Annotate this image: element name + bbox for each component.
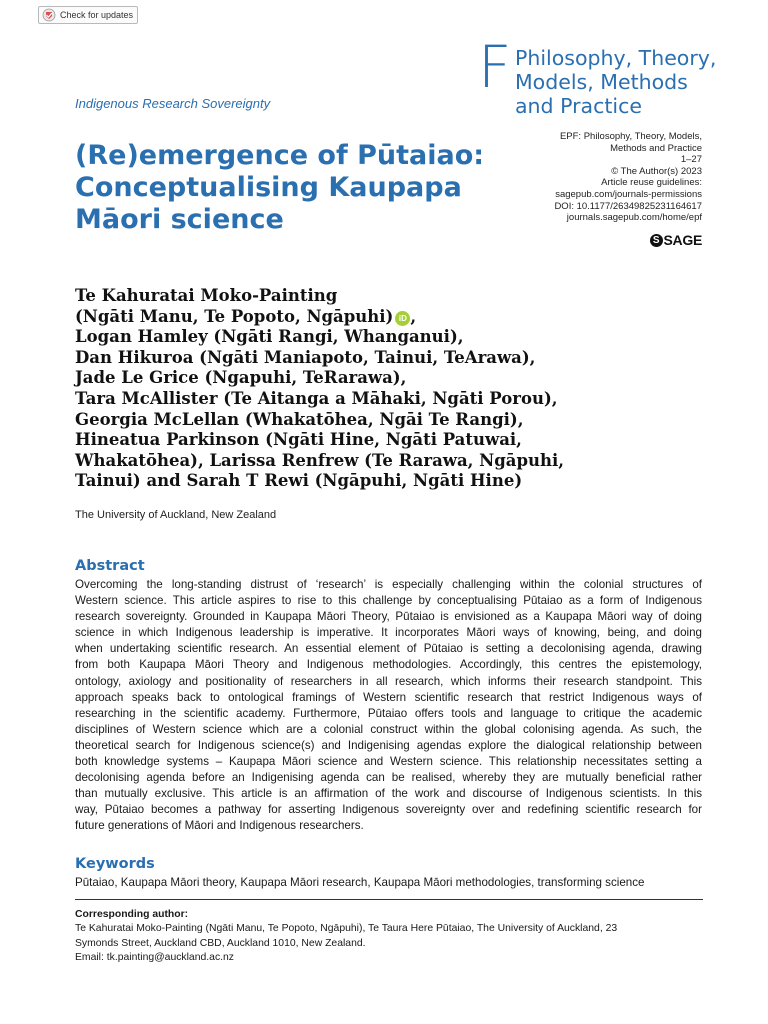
- journal-name-line: and Practice: [515, 94, 642, 118]
- author-line: Tainui) and Sarah T Rewi (Ngāpuhi, Ngāti Hine): [75, 471, 523, 491]
- meta-pages: 1–27: [680, 154, 702, 166]
- title-line: (Re)emergence of Pūtaiao:: [75, 140, 485, 171]
- meta-copyright: © The Author(s) 2023: [611, 165, 702, 177]
- section-label: Indigenous Research Sovereignty: [75, 96, 271, 111]
- corresponding-author: [75, 908, 703, 966]
- author-line: Jade Le Grice (Ngapuhi, TeRarawa),: [75, 368, 407, 388]
- check-updates-label: Check for updates: [60, 10, 134, 20]
- abstract-line: future generations of Māori and Indigenous researchers.: [75, 819, 364, 833]
- title-line: Māori science: [75, 204, 284, 235]
- abstract-line: way, Pūtaiao becomes a pathway for asserting Indigenous sovereignty over and redefining scientific research for: [75, 803, 702, 817]
- journal-name-line: Philosophy, Theory,: [515, 46, 717, 70]
- abstract-heading: Abstract: [75, 558, 145, 574]
- abstract-line: when undertaking scientific research. An essential element of Pūtaiao is setting a decolonising agenda, drawing: [75, 642, 702, 656]
- author-line: (Ngāti Manu, Te Popoto, Ngāpuhi): [75, 306, 394, 326]
- author-line: Whakatōhea), Larissa Renfrew (Te Rarawa, Ngāpuhi,: [75, 450, 564, 470]
- affiliation: The University of Auckland, New Zealand: [75, 509, 277, 521]
- journal-name: [515, 46, 715, 118]
- abstract-line: theoretical search for Indigenous science(s) and Indigenising agendas explore the dialogical relationship between: [75, 738, 702, 752]
- sage-circle-icon: S: [650, 234, 663, 247]
- article-title: [75, 140, 495, 236]
- article-meta: [462, 131, 702, 224]
- footnote-divider: [75, 899, 703, 900]
- journal-name-line: Models, Methods: [515, 70, 688, 94]
- publisher-logo-text: SAGE: [663, 232, 702, 248]
- email-prefix: Email:: [75, 952, 107, 964]
- keywords-text: Pūtaiao, Kaupapa Māori theory, Kaupapa Māori research, Kaupapa Māori methodologies, transforming science: [75, 876, 645, 889]
- corresponding-email: [75, 951, 703, 965]
- author-line: Georgia McLellan (Whakatōhea, Ngāi Te Rangi),: [75, 409, 524, 429]
- abstract-line: research sovereignty. Grounded in Kaupapa Māori Theory, Pūtaiao is envisioned as a Kaupapa Māori way of doing: [75, 610, 702, 624]
- corresponding-author-label: Corresponding author:: [75, 909, 189, 920]
- meta-reuse-label: Article reuse guidelines:: [601, 177, 702, 189]
- author-line: Tara McAllister (Te Aitanga a Māhaki, Ngāti Porou),: [75, 388, 558, 408]
- publisher-logo: [650, 232, 702, 248]
- abstract-line: disciplines of Western science which are a colonial construct within the global colonising agenda. As such, the: [75, 722, 702, 736]
- check-for-updates-button[interactable]: [38, 6, 138, 24]
- meta-permissions-link[interactable]: sagepub.com/journals-permissions: [555, 188, 702, 200]
- corresponding-author-line: Te Kahuratai Moko-Painting (Ngāti Manu, Te Popoto, Ngāpuhi), Te Taura Here Pūtaiao, The University of Auckland, 23: [75, 923, 618, 935]
- author-line: Logan Hamley (Ngāti Rangi, Whanganui),: [75, 327, 464, 347]
- abstract-line: from both Kaupapa Māori Theory and Indigenous methodologies. Accordingly, this centres the epistemology,: [75, 658, 702, 672]
- crossmark-icon: [42, 8, 56, 22]
- abstract-text: [75, 577, 702, 835]
- abstract-line: than mutually exclusive. This article is an affirmation of the work and discourse of Indigenous scientists. In this: [75, 787, 702, 801]
- author-separator: ,: [410, 306, 417, 326]
- meta-journal-cont: Methods and Practice: [610, 142, 702, 154]
- abstract-line: both knowledge systems – Kaupapa Māori science and Western science. This relationship necessitates setting a: [75, 755, 702, 769]
- orcid-icon[interactable]: iD: [395, 311, 410, 326]
- author-line: Dan Hikuroa (Ngāti Maniapoto, Tainui, TeArawa),: [75, 347, 536, 367]
- email-link[interactable]: tk.painting@auckland.ac.nz: [106, 952, 234, 964]
- journal-logo-letter: F: [478, 33, 512, 101]
- meta-journal-link[interactable]: journals.sagepub.com/home/epf: [566, 212, 702, 224]
- title-line: Conceptualising Kaupapa: [75, 172, 462, 203]
- abstract-line: Overcoming the long-standing distrust of ‘research’ is especially challenging within the colonial structures of: [75, 578, 702, 591]
- meta-doi[interactable]: DOI: 10.1177/26349825231164617: [554, 200, 702, 212]
- author-line: Hineatua Parkinson (Ngāti Hine, Ngāti Patuwai,: [75, 430, 522, 450]
- abstract-line: approach speaks back to ontological framings of Western scientific research that restrict Indigenous ways of: [75, 690, 702, 704]
- abstract-line: researching in the scientific academy. Furthermore, Pūtaiao offers tools and language to critique the academic: [75, 706, 702, 720]
- abstract-line: Western science. This article aspires to rise to this challenge by conceptualising Pūtaiao as a form of Indigenous: [75, 594, 702, 608]
- corresponding-author-line: Symonds Street, Auckland CBD, Auckland 1010, New Zealand.: [75, 937, 366, 949]
- abstract-line: decolonising agenda before an Indigenising agenda can be realised, whereby they are mutually beneficial rather: [75, 771, 702, 785]
- keywords-heading: Keywords: [75, 856, 155, 872]
- abstract-line: ontology, axiology and positionality of researchers in all research, which informs their research standpoint. This: [75, 674, 702, 688]
- author-line: Te Kahuratai Moko-Painting: [75, 286, 338, 305]
- meta-journal: EPF: Philosophy, Theory, Models,: [559, 131, 702, 142]
- author-list: [75, 286, 564, 492]
- author-line-with-orcid: [75, 307, 555, 328]
- abstract-line: science in which Indigenous leadership is imperative. It incorporates Māori ways of knowing, being, and doing: [75, 626, 702, 640]
